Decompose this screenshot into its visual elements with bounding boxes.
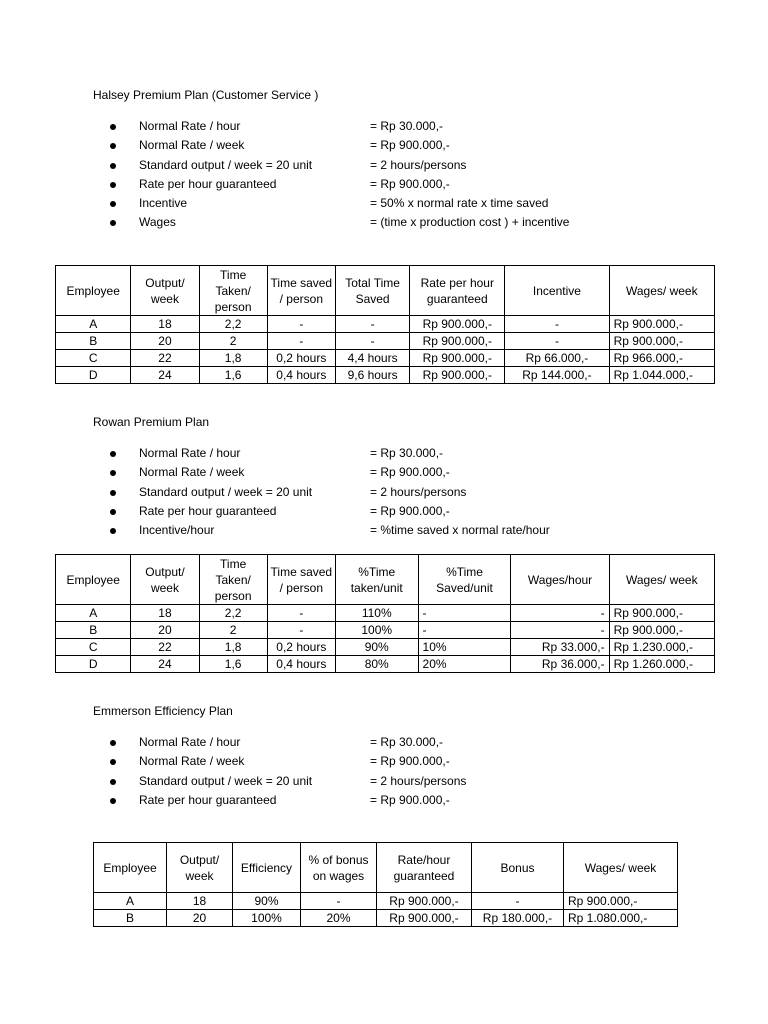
table-cell: 20% (301, 910, 377, 927)
table-cell: Rp 900.000,- (609, 605, 714, 622)
table-cell: 20 (131, 622, 199, 639)
col-header: Rate per hour guaranteed (410, 266, 505, 316)
col-header: Output/ week (131, 555, 199, 605)
table-cell: 22 (131, 639, 199, 656)
bullet-value: = Rp 900.000,- (370, 176, 450, 191)
table-row (56, 333, 715, 350)
table-cell: A (94, 893, 167, 910)
table-cell: Rp 900.000,- (410, 367, 505, 384)
col-header: Wages/hour (511, 555, 609, 605)
halsey-title: Halsey Premium Plan (Customer Service ) (93, 88, 319, 102)
bullet-icon (110, 740, 116, 746)
table-header-row (56, 266, 715, 316)
emmerson-title: Emmerson Efficiency Plan (93, 704, 233, 718)
table-cell: Rp 33.000,- (511, 639, 609, 656)
table-row (56, 316, 715, 333)
table-cell: 0,4 hours (267, 656, 335, 673)
table-cell: Rp 900.000,- (609, 333, 714, 350)
table-cell: 20% (418, 656, 511, 673)
bullet-value: = Rp 900.000,- (370, 754, 450, 769)
emmerson-table (93, 842, 678, 927)
bullet-icon (110, 798, 116, 804)
table-row (56, 367, 715, 384)
table-cell: - (511, 622, 609, 639)
bullet-value: = Rp 30.000,- (370, 119, 444, 133)
table-cell: Rp 900.000,- (377, 910, 472, 927)
col-header: Wages/ week (564, 843, 678, 893)
table-cell: 10% (418, 639, 511, 656)
table-cell: 90% (335, 639, 418, 656)
table-cell: 1,6 (199, 656, 267, 673)
col-header: Incentive (505, 266, 609, 316)
bullet-value: = 2 hours/persons (370, 157, 467, 172)
table-cell: Rp 900.000,- (410, 316, 505, 333)
table-cell: 110% (335, 605, 418, 622)
table-header-row (94, 843, 678, 893)
table-cell: - (267, 316, 335, 333)
table-cell: - (267, 622, 335, 639)
col-header: Output/ week (131, 266, 199, 316)
table-cell: 1,6 (199, 367, 267, 384)
table-cell: 18 (167, 893, 233, 910)
bullet-label: Normal Rate / hour (139, 735, 241, 749)
table-cell: Rp 900.000,- (564, 893, 678, 910)
table-cell: - (505, 333, 609, 350)
table-cell: - (267, 333, 335, 350)
table-cell: Rp 900.000,- (609, 622, 714, 639)
bullet-icon (110, 490, 116, 496)
bullet-label: Normal Rate / hour (139, 446, 241, 460)
bullet-icon (110, 779, 116, 785)
table-cell: Rp 900.000,- (410, 350, 505, 367)
table-row (56, 656, 715, 673)
table-cell: Rp 66.000,- (505, 350, 609, 367)
table-cell: 1,8 (199, 639, 267, 656)
table-row (56, 350, 715, 367)
table-cell: Rp 1.230.000,- (609, 639, 714, 656)
table-cell: 22 (131, 350, 199, 367)
table-cell: 2,2 (199, 605, 267, 622)
bullet-value: = Rp 30.000,- (370, 735, 444, 749)
bullet-icon (110, 163, 116, 169)
table-cell: Rp 1.044.000,- (609, 367, 714, 384)
col-header: % of bonus on wages (301, 843, 377, 893)
col-header: %Time Saved/unit (418, 555, 511, 605)
bullet-icon (110, 201, 116, 207)
bullet-value: = 50% x normal rate x time saved (370, 196, 549, 211)
table-cell: - (511, 605, 609, 622)
table-cell: 80% (335, 656, 418, 673)
table-cell: - (301, 893, 377, 910)
table-cell: 0,4 hours (267, 367, 335, 384)
table-cell: A (56, 316, 131, 333)
bullet-label: Normal Rate / week (139, 465, 245, 480)
bullet-icon (110, 470, 116, 476)
table-cell: Rp 900.000,- (410, 333, 505, 350)
table-cell: 90% (233, 893, 301, 910)
table-cell: A (56, 605, 131, 622)
bullet-label: Rate per hour guaranteed (139, 792, 277, 807)
table-cell: - (472, 893, 564, 910)
table-row (94, 910, 678, 927)
col-header: Bonus (472, 843, 564, 893)
bullet-value: = Rp 30.000,- (370, 446, 444, 460)
table-cell: 2 (199, 333, 267, 350)
rowan-title: Rowan Premium Plan (93, 415, 210, 429)
table-cell: B (56, 622, 131, 639)
bullet-value: = Rp 900.000,- (370, 138, 450, 153)
bullet-icon (110, 124, 116, 130)
col-header: Time Taken/ person (199, 266, 267, 316)
col-header: Wages/ week (609, 555, 714, 605)
bullet-value: = 2 hours/persons (370, 773, 467, 788)
table-row (56, 639, 715, 656)
bullet-icon (110, 759, 116, 765)
table-cell: Rp 36.000,- (511, 656, 609, 673)
bullet-value: = 2 hours/persons (370, 484, 467, 499)
table-cell: 24 (131, 656, 199, 673)
table-cell: B (94, 910, 167, 927)
table-cell: - (418, 622, 511, 639)
table-cell: Rp 144.000,- (505, 367, 609, 384)
col-header: Time saved / person (267, 266, 335, 316)
table-cell: C (56, 350, 131, 367)
bullet-icon (110, 143, 116, 149)
bullet-label: Normal Rate / week (139, 754, 245, 769)
table-cell: 100% (233, 910, 301, 927)
col-header: Total Time Saved (335, 266, 409, 316)
bullet-value: = Rp 900.000,- (370, 503, 450, 518)
table-cell: - (335, 316, 409, 333)
table-cell: D (56, 367, 131, 384)
table-row (56, 622, 715, 639)
table-cell: 20 (167, 910, 233, 927)
col-header: Wages/ week (609, 266, 714, 316)
table-cell: C (56, 639, 131, 656)
bullet-icon (110, 182, 116, 188)
table-header-row (56, 555, 715, 605)
bullet-label: Incentive/hour (139, 523, 215, 538)
col-header: Employee (56, 266, 131, 316)
bullet-value: = (time x production cost ) + incentive (370, 215, 570, 230)
table-cell: B (56, 333, 131, 350)
table-cell: - (418, 605, 511, 622)
bullet-icon (110, 509, 116, 515)
table-cell: 0,2 hours (267, 639, 335, 656)
table-cell: Rp 966.000,- (609, 350, 714, 367)
bullet-label: Rate per hour guaranteed (139, 503, 277, 518)
table-cell: 18 (131, 605, 199, 622)
table-cell: 4,4 hours (335, 350, 409, 367)
table-cell: 24 (131, 367, 199, 384)
table-cell: Rp 900.000,- (377, 893, 472, 910)
rowan-table (55, 554, 715, 673)
bullet-value: = Rp 900.000,- (370, 792, 450, 807)
table-cell: - (335, 333, 409, 350)
col-header: Employee (94, 843, 167, 893)
bullet-label: Normal Rate / week (139, 138, 245, 153)
table-cell: Rp 1.260.000,- (609, 656, 714, 673)
table-cell: 18 (131, 316, 199, 333)
table-cell: 1,8 (199, 350, 267, 367)
bullet-icon (110, 451, 116, 457)
bullet-label: Standard output / week = 20 unit (139, 157, 313, 172)
table-cell: Rp 900.000,- (609, 316, 714, 333)
bullet-label: Standard output / week = 20 unit (139, 484, 313, 499)
col-header: Time saved / person (267, 555, 335, 605)
bullet-value: = Rp 900.000,- (370, 465, 450, 480)
table-cell: 20 (131, 333, 199, 350)
table-cell: 9,6 hours (335, 367, 409, 384)
table-cell: - (505, 316, 609, 333)
bullet-value: = %time saved x normal rate/hour (370, 523, 550, 538)
table-cell: Rp 180.000,- (472, 910, 564, 927)
table-row (94, 893, 678, 910)
table-cell: - (267, 605, 335, 622)
table-cell: 2 (199, 622, 267, 639)
col-header: Employee (56, 555, 131, 605)
halsey-table (55, 265, 715, 384)
col-header: Time Taken/ person (199, 555, 267, 605)
bullet-icon (110, 220, 116, 226)
col-header: %Time taken/unit (335, 555, 418, 605)
table-cell: 0,2 hours (267, 350, 335, 367)
table-cell: D (56, 656, 131, 673)
table-cell: 100% (335, 622, 418, 639)
table-cell: Rp 1.080.000,- (564, 910, 678, 927)
col-header: Efficiency (233, 843, 301, 893)
bullet-icon (110, 528, 116, 534)
bullet-label: Normal Rate / hour (139, 119, 241, 133)
bullet-label: Wages (139, 215, 176, 230)
bullet-label: Incentive (139, 196, 188, 211)
bullet-label: Rate per hour guaranteed (139, 176, 277, 191)
col-header: Rate/hour guaranteed (377, 843, 472, 893)
table-row (56, 605, 715, 622)
col-header: Output/ week (167, 843, 233, 893)
bullet-label: Standard output / week = 20 unit (139, 773, 313, 788)
table-cell: 2,2 (199, 316, 267, 333)
